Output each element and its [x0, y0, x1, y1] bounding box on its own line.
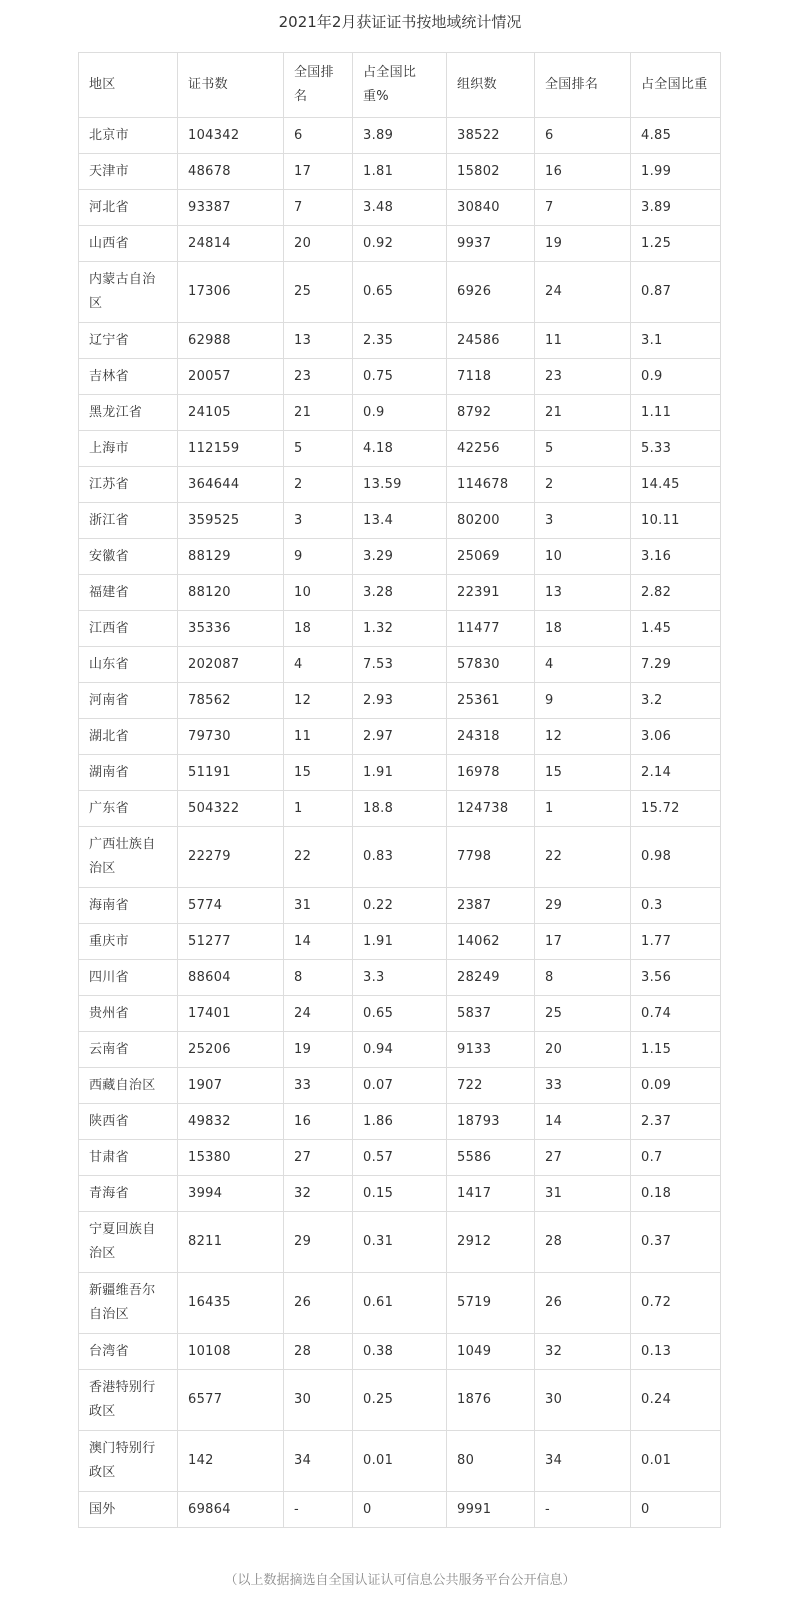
cell-organization-rank: 32 — [535, 1334, 631, 1370]
cell-region: 天津市 — [79, 154, 178, 190]
cell-certificate-rank: 30 — [284, 1370, 353, 1431]
cell-certificate-count: 359525 — [178, 503, 284, 539]
cell-certificate-share: 1.91 — [353, 924, 447, 960]
cell-organization-count: 124738 — [447, 791, 535, 827]
cell-certificate-count: 17401 — [178, 996, 284, 1032]
cell-certificate-count: 93387 — [178, 190, 284, 226]
cell-region: 上海市 — [79, 431, 178, 467]
cell-certificate-rank: 29 — [284, 1212, 353, 1273]
cell-region: 西藏自治区 — [79, 1068, 178, 1104]
cell-certificate-share: 18.8 — [353, 791, 447, 827]
table-row — [79, 503, 721, 539]
cell-certificate-share: 2.93 — [353, 683, 447, 719]
cell-organization-share: 0 — [631, 1492, 721, 1528]
cell-organization-count: 24586 — [447, 323, 535, 359]
cell-certificate-rank: 22 — [284, 827, 353, 888]
cell-certificate-count: 48678 — [178, 154, 284, 190]
cell-certificate-count: 16435 — [178, 1273, 284, 1334]
table-row — [79, 1431, 721, 1492]
cell-certificate-share: 0.15 — [353, 1176, 447, 1212]
table-row — [79, 719, 721, 755]
cell-organization-rank: 18 — [535, 611, 631, 647]
cell-certificate-rank: 27 — [284, 1140, 353, 1176]
cell-organization-rank: 21 — [535, 395, 631, 431]
cell-certificate-share: 0.65 — [353, 262, 447, 323]
table-row — [79, 888, 721, 924]
table-row — [79, 190, 721, 226]
cell-region: 山东省 — [79, 647, 178, 683]
cell-certificate-share: 0.38 — [353, 1334, 447, 1370]
table-row — [79, 323, 721, 359]
cell-certificate-share: 1.86 — [353, 1104, 447, 1140]
table-row — [79, 1032, 721, 1068]
cell-organization-count: 80200 — [447, 503, 535, 539]
table-row — [79, 1104, 721, 1140]
cell-certificate-count: 15380 — [178, 1140, 284, 1176]
table-row — [79, 118, 721, 154]
cell-organization-share: 1.15 — [631, 1032, 721, 1068]
cell-certificate-share: 4.18 — [353, 431, 447, 467]
table-row — [79, 1068, 721, 1104]
cell-organization-share: 1.99 — [631, 154, 721, 190]
cell-region: 广西壮族自治区 — [79, 827, 178, 888]
cell-organization-rank: 27 — [535, 1140, 631, 1176]
cell-certificate-count: 5774 — [178, 888, 284, 924]
header-organization-rank: 全国排名 — [535, 53, 631, 118]
cell-certificate-share: 13.4 — [353, 503, 447, 539]
cell-certificate-share: 0.31 — [353, 1212, 447, 1273]
table-row — [79, 575, 721, 611]
cell-certificate-rank: 12 — [284, 683, 353, 719]
table-row — [79, 467, 721, 503]
cell-certificate-rank: 5 — [284, 431, 353, 467]
cell-organization-rank: 14 — [535, 1104, 631, 1140]
cell-certificate-count: 3994 — [178, 1176, 284, 1212]
cell-certificate-rank: 13 — [284, 323, 353, 359]
cell-certificate-count: 22279 — [178, 827, 284, 888]
cell-certificate-share: 2.97 — [353, 719, 447, 755]
cell-certificate-count: 62988 — [178, 323, 284, 359]
cell-certificate-share: 7.53 — [353, 647, 447, 683]
table-row — [79, 1334, 721, 1370]
cell-region: 江西省 — [79, 611, 178, 647]
cell-certificate-rank: 25 — [284, 262, 353, 323]
cell-organization-rank: 28 — [535, 1212, 631, 1273]
cell-organization-count: 18793 — [447, 1104, 535, 1140]
cell-organization-count: 28249 — [447, 960, 535, 996]
cell-certificate-rank: 34 — [284, 1431, 353, 1492]
cell-region: 台湾省 — [79, 1334, 178, 1370]
cell-certificate-rank: 9 — [284, 539, 353, 575]
cell-region: 河北省 — [79, 190, 178, 226]
cell-organization-rank: 9 — [535, 683, 631, 719]
cell-organization-rank: 25 — [535, 996, 631, 1032]
cell-certificate-share: 0.9 — [353, 395, 447, 431]
cell-organization-share: 0.72 — [631, 1273, 721, 1334]
cell-certificate-share: 3.89 — [353, 118, 447, 154]
region-statistics-table — [78, 52, 721, 1528]
cell-certificate-count: 104342 — [178, 118, 284, 154]
cell-certificate-share: 0.61 — [353, 1273, 447, 1334]
cell-certificate-rank: 28 — [284, 1334, 353, 1370]
cell-region: 澳门特别行政区 — [79, 1431, 178, 1492]
table-row — [79, 226, 721, 262]
cell-certificate-share: 1.91 — [353, 755, 447, 791]
cell-organization-share: 3.56 — [631, 960, 721, 996]
cell-certificate-rank: 3 — [284, 503, 353, 539]
cell-certificate-rank: 4 — [284, 647, 353, 683]
cell-organization-count: 80 — [447, 1431, 535, 1492]
cell-organization-share: 15.72 — [631, 791, 721, 827]
cell-organization-share: 2.14 — [631, 755, 721, 791]
cell-organization-count: 7798 — [447, 827, 535, 888]
page-title: 2021年2月获证证书按地域统计情况 — [278, 13, 522, 31]
cell-organization-share: 0.7 — [631, 1140, 721, 1176]
cell-organization-count: 6926 — [447, 262, 535, 323]
cell-certificate-share: 0.57 — [353, 1140, 447, 1176]
table-row — [79, 1370, 721, 1431]
table-row — [79, 996, 721, 1032]
cell-certificate-rank: 2 — [284, 467, 353, 503]
table-row — [79, 1492, 721, 1528]
table-header-row — [79, 53, 721, 118]
table-row — [79, 262, 721, 323]
cell-organization-share: 0.37 — [631, 1212, 721, 1273]
cell-certificate-count: 35336 — [178, 611, 284, 647]
cell-certificate-rank: 26 — [284, 1273, 353, 1334]
cell-organization-count: 7118 — [447, 359, 535, 395]
cell-organization-share: 1.11 — [631, 395, 721, 431]
cell-organization-share: 1.25 — [631, 226, 721, 262]
cell-certificate-share: 3.28 — [353, 575, 447, 611]
cell-organization-count: 24318 — [447, 719, 535, 755]
cell-region: 广东省 — [79, 791, 178, 827]
cell-organization-share: 3.06 — [631, 719, 721, 755]
cell-certificate-count: 20057 — [178, 359, 284, 395]
cell-organization-count: 9937 — [447, 226, 535, 262]
cell-region: 甘肃省 — [79, 1140, 178, 1176]
cell-organization-share: 3.89 — [631, 190, 721, 226]
cell-organization-count: 25361 — [447, 683, 535, 719]
cell-organization-count: 1049 — [447, 1334, 535, 1370]
cell-organization-rank: 24 — [535, 262, 631, 323]
cell-certificate-count: 504322 — [178, 791, 284, 827]
cell-organization-count: 114678 — [447, 467, 535, 503]
cell-certificate-count: 49832 — [178, 1104, 284, 1140]
cell-organization-rank: 31 — [535, 1176, 631, 1212]
cell-organization-share: 0.87 — [631, 262, 721, 323]
table-row — [79, 683, 721, 719]
cell-organization-count: 5837 — [447, 996, 535, 1032]
cell-certificate-rank: 16 — [284, 1104, 353, 1140]
cell-certificate-count: 88129 — [178, 539, 284, 575]
cell-organization-count: 25069 — [447, 539, 535, 575]
cell-certificate-share: 2.35 — [353, 323, 447, 359]
cell-certificate-rank: 24 — [284, 996, 353, 1032]
cell-organization-share: 2.82 — [631, 575, 721, 611]
cell-organization-share: 0.18 — [631, 1176, 721, 1212]
table-row — [79, 359, 721, 395]
cell-organization-count: 5719 — [447, 1273, 535, 1334]
cell-certificate-count: 51277 — [178, 924, 284, 960]
cell-organization-share: 3.2 — [631, 683, 721, 719]
cell-certificate-count: 364644 — [178, 467, 284, 503]
cell-certificate-rank: 31 — [284, 888, 353, 924]
cell-organization-share: 0.74 — [631, 996, 721, 1032]
cell-organization-count: 22391 — [447, 575, 535, 611]
cell-organization-share: 3.1 — [631, 323, 721, 359]
cell-region: 湖南省 — [79, 755, 178, 791]
cell-organization-share: 2.37 — [631, 1104, 721, 1140]
cell-certificate-rank: 20 — [284, 226, 353, 262]
cell-region: 内蒙古自治区 — [79, 262, 178, 323]
cell-region: 福建省 — [79, 575, 178, 611]
cell-certificate-count: 1907 — [178, 1068, 284, 1104]
cell-certificate-rank: - — [284, 1492, 353, 1528]
cell-certificate-share: 0.83 — [353, 827, 447, 888]
cell-certificate-rank: 23 — [284, 359, 353, 395]
cell-certificate-count: 69864 — [178, 1492, 284, 1528]
cell-certificate-share: 1.81 — [353, 154, 447, 190]
cell-organization-share: 0.09 — [631, 1068, 721, 1104]
header-region: 地区 — [79, 53, 178, 118]
cell-certificate-share: 3.48 — [353, 190, 447, 226]
cell-organization-count: 8792 — [447, 395, 535, 431]
cell-certificate-rank: 17 — [284, 154, 353, 190]
header-certificate-rank: 全国排名 — [284, 53, 353, 118]
cell-organization-rank: 6 — [535, 118, 631, 154]
cell-certificate-count: 142 — [178, 1431, 284, 1492]
source-footnote: （以上数据摘选自全国认证认可信息公共服务平台公开信息） — [224, 1573, 576, 1588]
cell-organization-share: 7.29 — [631, 647, 721, 683]
table-row — [79, 431, 721, 467]
table-row — [79, 791, 721, 827]
cell-organization-count: 2387 — [447, 888, 535, 924]
table-row — [79, 1140, 721, 1176]
cell-region: 贵州省 — [79, 996, 178, 1032]
cell-organization-rank: 12 — [535, 719, 631, 755]
cell-certificate-rank: 33 — [284, 1068, 353, 1104]
cell-region: 海南省 — [79, 888, 178, 924]
cell-organization-share: 0.3 — [631, 888, 721, 924]
cell-region: 北京市 — [79, 118, 178, 154]
cell-certificate-share: 0.92 — [353, 226, 447, 262]
cell-organization-rank: 7 — [535, 190, 631, 226]
cell-certificate-share: 0.65 — [353, 996, 447, 1032]
cell-organization-rank: 11 — [535, 323, 631, 359]
cell-organization-count: 1876 — [447, 1370, 535, 1431]
cell-region: 云南省 — [79, 1032, 178, 1068]
table-row — [79, 1212, 721, 1273]
table-row — [79, 611, 721, 647]
cell-region: 安徽省 — [79, 539, 178, 575]
cell-organization-count: 16978 — [447, 755, 535, 791]
cell-organization-share: 14.45 — [631, 467, 721, 503]
cell-organization-count: 5586 — [447, 1140, 535, 1176]
cell-organization-rank: 5 — [535, 431, 631, 467]
cell-certificate-count: 24814 — [178, 226, 284, 262]
cell-organization-share: 3.16 — [631, 539, 721, 575]
cell-organization-share: 1.45 — [631, 611, 721, 647]
table-row — [79, 647, 721, 683]
cell-certificate-count: 88604 — [178, 960, 284, 996]
table-row — [79, 827, 721, 888]
cell-organization-count: 30840 — [447, 190, 535, 226]
cell-certificate-count: 112159 — [178, 431, 284, 467]
table-row — [79, 755, 721, 791]
cell-region: 江苏省 — [79, 467, 178, 503]
cell-certificate-share: 13.59 — [353, 467, 447, 503]
cell-certificate-rank: 10 — [284, 575, 353, 611]
cell-certificate-rank: 21 — [284, 395, 353, 431]
cell-organization-rank: 30 — [535, 1370, 631, 1431]
cell-organization-count: 38522 — [447, 118, 535, 154]
cell-certificate-rank: 8 — [284, 960, 353, 996]
cell-certificate-share: 0.01 — [353, 1431, 447, 1492]
cell-organization-rank: 33 — [535, 1068, 631, 1104]
header-certificate-share: 占全国比重% — [353, 53, 447, 118]
cell-organization-rank: 20 — [535, 1032, 631, 1068]
table-row — [79, 1176, 721, 1212]
cell-region: 吉林省 — [79, 359, 178, 395]
cell-region: 青海省 — [79, 1176, 178, 1212]
cell-organization-share: 0.24 — [631, 1370, 721, 1431]
cell-certificate-rank: 6 — [284, 118, 353, 154]
cell-organization-share: 5.33 — [631, 431, 721, 467]
cell-organization-rank: 15 — [535, 755, 631, 791]
cell-organization-rank: 16 — [535, 154, 631, 190]
cell-certificate-rank: 18 — [284, 611, 353, 647]
table-body — [79, 118, 721, 1528]
cell-organization-rank: 34 — [535, 1431, 631, 1492]
cell-region: 辽宁省 — [79, 323, 178, 359]
table-row — [79, 1273, 721, 1334]
cell-certificate-count: 51191 — [178, 755, 284, 791]
cell-certificate-count: 8211 — [178, 1212, 284, 1273]
cell-region: 四川省 — [79, 960, 178, 996]
cell-organization-rank: 8 — [535, 960, 631, 996]
cell-organization-count: 9991 — [447, 1492, 535, 1528]
cell-certificate-share: 0.07 — [353, 1068, 447, 1104]
cell-region: 湖北省 — [79, 719, 178, 755]
cell-organization-count: 42256 — [447, 431, 535, 467]
cell-certificate-count: 10108 — [178, 1334, 284, 1370]
cell-region: 陕西省 — [79, 1104, 178, 1140]
cell-organization-share: 1.77 — [631, 924, 721, 960]
cell-certificate-share: 3.29 — [353, 539, 447, 575]
table-row — [79, 924, 721, 960]
cell-certificate-count: 17306 — [178, 262, 284, 323]
cell-certificate-count: 6577 — [178, 1370, 284, 1431]
cell-organization-share: 4.85 — [631, 118, 721, 154]
cell-organization-share: 0.01 — [631, 1431, 721, 1492]
cell-certificate-rank: 11 — [284, 719, 353, 755]
cell-organization-rank: - — [535, 1492, 631, 1528]
cell-certificate-rank: 15 — [284, 755, 353, 791]
cell-organization-rank: 3 — [535, 503, 631, 539]
cell-certificate-count: 79730 — [178, 719, 284, 755]
cell-certificate-count: 88120 — [178, 575, 284, 611]
cell-organization-share: 10.11 — [631, 503, 721, 539]
cell-organization-count: 1417 — [447, 1176, 535, 1212]
cell-certificate-rank: 1 — [284, 791, 353, 827]
table-row — [79, 539, 721, 575]
cell-organization-share: 0.9 — [631, 359, 721, 395]
cell-organization-count: 57830 — [447, 647, 535, 683]
cell-region: 国外 — [79, 1492, 178, 1528]
cell-organization-rank: 4 — [535, 647, 631, 683]
header-organization-count: 组织数 — [447, 53, 535, 118]
header-organization-share: 占全国比重 — [631, 53, 721, 118]
cell-organization-count: 722 — [447, 1068, 535, 1104]
cell-organization-count: 14062 — [447, 924, 535, 960]
cell-organization-count: 11477 — [447, 611, 535, 647]
cell-certificate-share: 1.32 — [353, 611, 447, 647]
cell-certificate-share: 3.3 — [353, 960, 447, 996]
cell-region: 浙江省 — [79, 503, 178, 539]
cell-organization-count: 15802 — [447, 154, 535, 190]
cell-certificate-rank: 19 — [284, 1032, 353, 1068]
cell-region: 香港特别行政区 — [79, 1370, 178, 1431]
cell-certificate-share: 0.25 — [353, 1370, 447, 1431]
cell-organization-rank: 1 — [535, 791, 631, 827]
header-certificate-count: 证书数 — [178, 53, 284, 118]
cell-organization-rank: 2 — [535, 467, 631, 503]
cell-organization-count: 9133 — [447, 1032, 535, 1068]
cell-region: 重庆市 — [79, 924, 178, 960]
table-row — [79, 960, 721, 996]
cell-region: 山西省 — [79, 226, 178, 262]
cell-certificate-share: 0 — [353, 1492, 447, 1528]
cell-organization-share: 0.13 — [631, 1334, 721, 1370]
cell-region: 黑龙江省 — [79, 395, 178, 431]
cell-certificate-share: 0.75 — [353, 359, 447, 395]
cell-certificate-rank: 7 — [284, 190, 353, 226]
cell-organization-rank: 17 — [535, 924, 631, 960]
cell-certificate-count: 25206 — [178, 1032, 284, 1068]
cell-region: 宁夏回族自治区 — [79, 1212, 178, 1273]
cell-organization-rank: 13 — [535, 575, 631, 611]
cell-organization-rank: 19 — [535, 226, 631, 262]
cell-organization-rank: 22 — [535, 827, 631, 888]
cell-organization-rank: 29 — [535, 888, 631, 924]
table-row — [79, 154, 721, 190]
cell-certificate-rank: 32 — [284, 1176, 353, 1212]
cell-region: 河南省 — [79, 683, 178, 719]
cell-certificate-count: 24105 — [178, 395, 284, 431]
cell-certificate-share: 0.22 — [353, 888, 447, 924]
cell-organization-rank: 23 — [535, 359, 631, 395]
cell-organization-rank: 10 — [535, 539, 631, 575]
cell-certificate-count: 202087 — [178, 647, 284, 683]
table-row — [79, 395, 721, 431]
cell-certificate-rank: 14 — [284, 924, 353, 960]
cell-organization-share: 0.98 — [631, 827, 721, 888]
cell-region: 新疆维吾尔自治区 — [79, 1273, 178, 1334]
cell-organization-rank: 26 — [535, 1273, 631, 1334]
cell-organization-count: 2912 — [447, 1212, 535, 1273]
cell-certificate-share: 0.94 — [353, 1032, 447, 1068]
cell-certificate-count: 78562 — [178, 683, 284, 719]
